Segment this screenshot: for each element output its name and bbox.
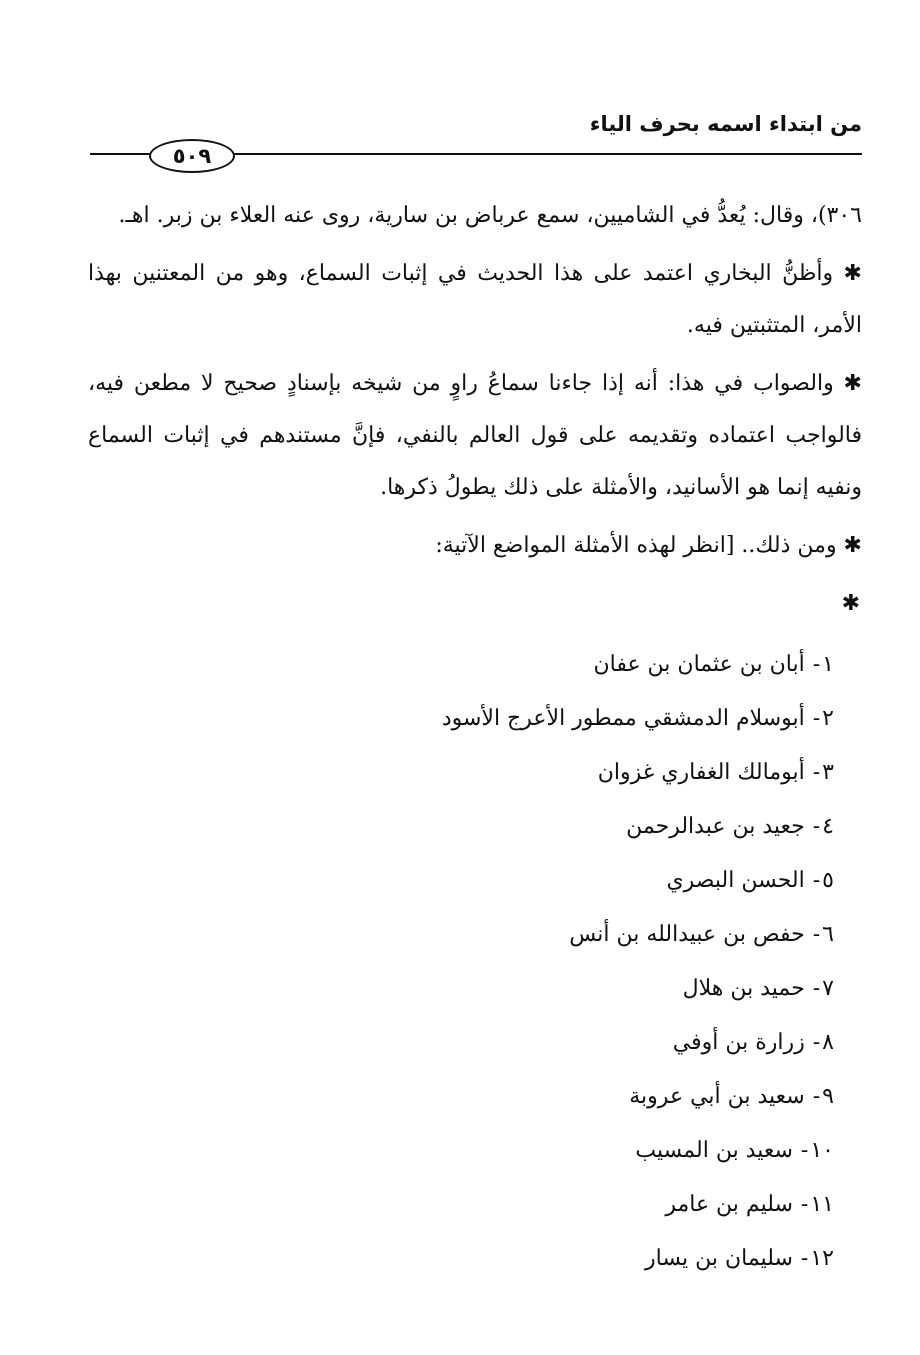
item-dash: - bbox=[812, 814, 821, 839]
item-name: سعيد بن المسيب bbox=[635, 1138, 793, 1163]
list-item bbox=[88, 962, 834, 1016]
running-header-title: من ابتداء اسمه بحرف الياء bbox=[589, 112, 862, 136]
list-item bbox=[88, 1124, 834, 1178]
item-dash: - bbox=[812, 652, 821, 677]
item-name: أبومالك الغفاري غزوان bbox=[597, 760, 805, 785]
item-name: جعيد بن عبدالرحمن bbox=[626, 814, 805, 839]
list-item bbox=[88, 692, 834, 746]
item-number: ٨ bbox=[822, 1030, 834, 1055]
item-name: سعيد بن أبي عروبة bbox=[629, 1084, 805, 1109]
body-text bbox=[88, 190, 862, 1286]
list-item bbox=[88, 800, 834, 854]
item-number: ١٠ bbox=[810, 1138, 834, 1163]
item-name: سليم بن عامر bbox=[665, 1192, 793, 1217]
item-name: الحسن البصري bbox=[666, 868, 805, 893]
list-item bbox=[88, 638, 834, 692]
item-dash: - bbox=[800, 1246, 809, 1271]
paragraph: ✱ وأظنُّ البخاري اعتمد على هذا الحديث في إثبات السماع، وهو من المعتنين بهذا الأمر، المتثبتين فيه. bbox=[88, 261, 862, 338]
list-item bbox=[88, 854, 834, 908]
item-dash: - bbox=[800, 1138, 809, 1163]
item-name: زرارة بن أوفي bbox=[672, 1030, 805, 1055]
item-number: ٤ bbox=[822, 814, 834, 839]
list-item bbox=[88, 746, 834, 800]
item-number: ٢ bbox=[822, 706, 834, 731]
item-name: حفص بن عبيدالله بن أنس bbox=[569, 922, 805, 947]
examples-list bbox=[88, 638, 862, 1286]
item-number: ٣ bbox=[822, 760, 834, 785]
paragraph: ✱ والصواب في هذا: أنه إذا جاءنا سماعُ راوٍ من شيخه بإسنادٍ صحيح لا مطعن فيه، فالواجب اعتماده وتقديمه على قول العالم بالنفي، فإنَّ مستندهم في إثبات السماع ونفيه إنما هو الأسانيد، والأمثلة على ذلك يطولُ ذكرها. bbox=[88, 371, 862, 500]
paragraph: ٣٠٦)، وقال: يُعدُّ في الشاميين، سمع عرباض بن سارية، روى عنه العلاء بن زبر. اهـ. bbox=[118, 203, 862, 228]
item-dash: - bbox=[812, 922, 821, 947]
item-number: ٦ bbox=[822, 922, 834, 947]
item-number: ٥ bbox=[822, 868, 834, 893]
item-number: ١٢ bbox=[810, 1246, 834, 1271]
page-number: ٥٠٩ bbox=[149, 139, 235, 173]
list-item bbox=[88, 1232, 834, 1286]
item-number: ٩ bbox=[822, 1084, 834, 1109]
list-item bbox=[88, 908, 834, 962]
item-name: سليمان بن يسار bbox=[645, 1246, 793, 1271]
paragraph: ✱ ومن ذلك.. [انظر لهذه الأمثلة المواضع الآتية: bbox=[435, 533, 862, 558]
item-number: ١ bbox=[822, 652, 834, 677]
item-name: أبان بن عثمان بن عفان bbox=[593, 652, 805, 677]
list-item bbox=[88, 1016, 834, 1070]
item-dash: - bbox=[812, 976, 821, 1001]
item-dash: - bbox=[800, 1192, 809, 1217]
item-number: ٧ bbox=[822, 976, 834, 1001]
list-item bbox=[88, 1178, 834, 1232]
item-name: أبوسلام الدمشقي ممطور الأعرج الأسود bbox=[441, 706, 805, 731]
list-item bbox=[88, 1070, 834, 1124]
item-number: ١١ bbox=[810, 1192, 834, 1217]
item-dash: - bbox=[812, 760, 821, 785]
item-dash: - bbox=[812, 1030, 821, 1055]
item-name: حميد بن هلال bbox=[682, 976, 805, 1001]
item-dash: - bbox=[812, 706, 821, 731]
item-dash: - bbox=[812, 1084, 821, 1109]
star-separator: ✱ bbox=[841, 591, 860, 616]
item-dash: - bbox=[812, 868, 821, 893]
